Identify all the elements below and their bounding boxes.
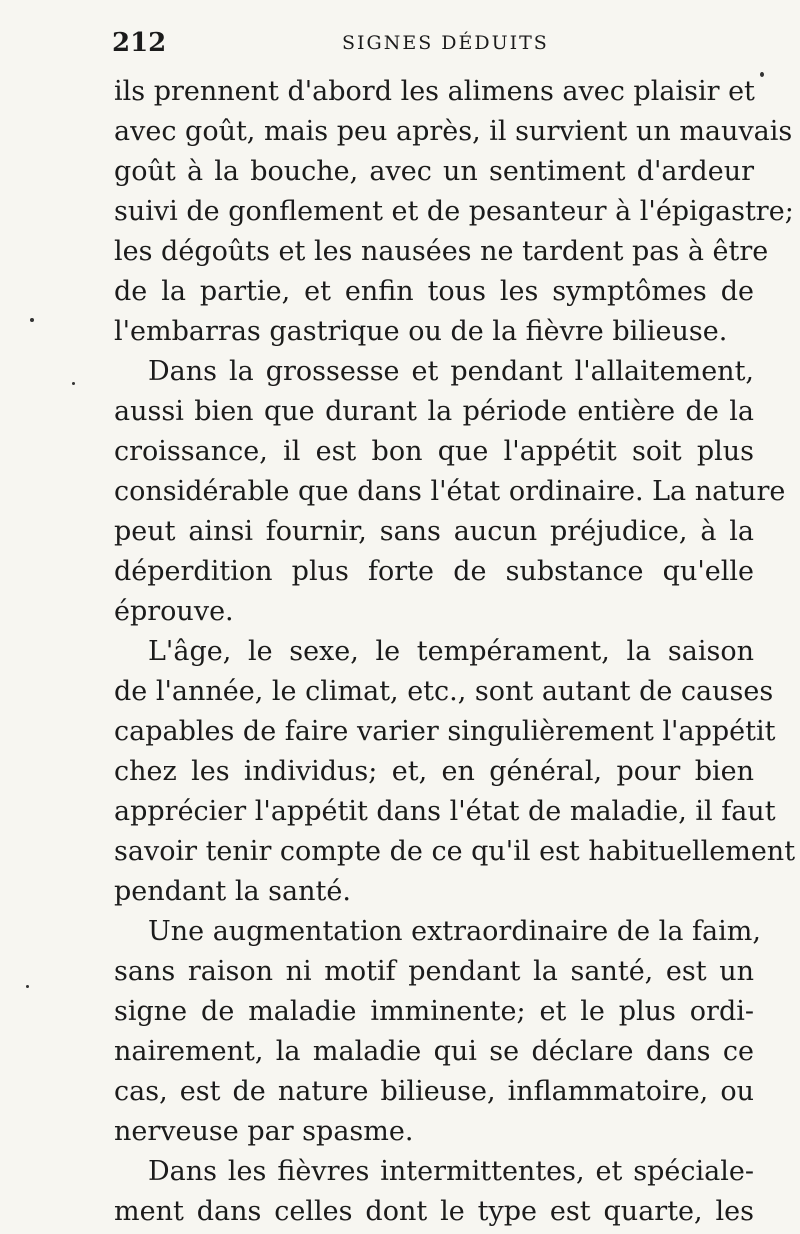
text-line: goût à la bouche, avec un sentiment d'ardeur bbox=[114, 156, 754, 187]
text-line: sans raison ni motif pendant la santé, est un bbox=[114, 956, 754, 987]
paragraph-start-line: L'âge, le sexe, le tempérament, la saison bbox=[148, 636, 754, 667]
text-line: capables de faire varier singulièrement l'appétit bbox=[114, 716, 776, 747]
text-line: nairement, la maladie qui se déclare dans ce bbox=[114, 1036, 754, 1067]
paragraph-start-line: Dans la grossesse et pendant l'allaitement, bbox=[148, 356, 754, 387]
text-line: de la partie, et enfin tous les symptômes de bbox=[114, 276, 754, 307]
text-line: ment dans celles dont le type est quarte, les bbox=[114, 1196, 754, 1227]
text-line: l'embarras gastrique ou de la fièvre bilieuse. bbox=[114, 316, 728, 347]
scan-speck bbox=[760, 72, 764, 77]
text-line: considérable que dans l'état ordinaire. La nature bbox=[114, 476, 786, 507]
text-line: croissance, il est bon que l'appétit soit plus bbox=[114, 436, 754, 467]
text-line: aussi bien que durant la période entière de la bbox=[114, 396, 754, 427]
running-head: SIGNES DÉDUITS bbox=[342, 32, 549, 54]
text-line: les dégoûts et les nausées ne tardent pas à être bbox=[114, 236, 769, 267]
text-line: cas, est de nature bilieuse, inflammatoire, ou bbox=[114, 1076, 754, 1107]
scan-speck bbox=[30, 318, 34, 322]
text-line: éprouve. bbox=[114, 596, 234, 627]
text-line: signe de maladie imminente; et le plus ordi- bbox=[114, 996, 754, 1027]
text-line: nerveuse par spasme. bbox=[114, 1116, 414, 1147]
text-line: savoir tenir compte de ce qu'il est habituellement bbox=[114, 836, 796, 867]
text-line: pendant la santé. bbox=[114, 876, 351, 907]
body-text bbox=[114, 72, 796, 1232]
text-line: ils prennent d'abord les alimens avec plaisir et bbox=[114, 76, 755, 107]
text-line: apprécier l'appétit dans l'état de maladie, il faut bbox=[114, 796, 776, 827]
text-line: de l'année, le climat, etc., sont autant de causes bbox=[114, 676, 774, 707]
paragraph-start-line: Une augmentation extraordinaire de la faim, bbox=[148, 916, 761, 947]
text-line: peut ainsi fournir, sans aucun préjudice, à la bbox=[114, 516, 754, 547]
text-line: avec goût, mais peu après, il survient un mauvais bbox=[114, 116, 793, 147]
page-header bbox=[112, 28, 752, 60]
text-line: suivi de gonflement et de pesanteur à l'épigastre; bbox=[114, 196, 794, 227]
text-line: chez les individus; et, en général, pour bien bbox=[114, 756, 754, 787]
paragraph-start-line: Dans les fièvres intermittentes, et spéciale- bbox=[148, 1156, 754, 1187]
scan-speck bbox=[72, 382, 75, 385]
page-number: 212 bbox=[112, 28, 167, 58]
text-line: déperdition plus forte de substance qu'elle bbox=[114, 556, 754, 587]
scan-speck bbox=[26, 985, 29, 988]
